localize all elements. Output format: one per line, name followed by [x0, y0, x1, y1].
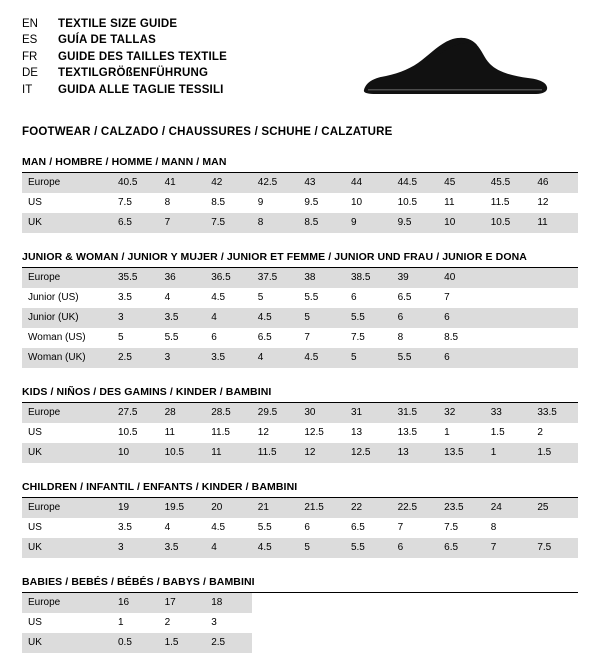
cell: 44	[345, 173, 392, 193]
language-row	[22, 49, 227, 65]
table-row	[22, 348, 578, 368]
cell	[298, 613, 345, 633]
dress-shoe-icon	[360, 32, 550, 104]
cell: 42.5	[252, 173, 299, 193]
table-row	[22, 538, 578, 558]
cell: 43	[298, 173, 345, 193]
cell: 10	[112, 443, 159, 463]
cell: 5.5	[164, 332, 179, 343]
cell	[345, 633, 392, 653]
table-row	[22, 308, 578, 328]
group-title: BABIES / BEBÉS / BÉBÉS / BABYS / BAMBINI	[22, 576, 255, 588]
cell: 6.5	[112, 213, 159, 233]
table-row	[22, 328, 578, 348]
table-row	[22, 213, 578, 233]
cell	[485, 288, 532, 308]
cell: 7	[485, 538, 532, 558]
cell: 3	[112, 538, 159, 558]
language-title-list	[22, 16, 227, 98]
table-row	[22, 518, 578, 538]
cell: 6.5	[350, 522, 365, 533]
cell: 30	[298, 403, 345, 423]
cell: 8	[252, 213, 299, 233]
cell: 41	[159, 173, 206, 193]
language-title: TEXTILE SIZE GUIDE	[58, 18, 178, 30]
cell: 6	[304, 522, 310, 533]
row-label: Woman (US)	[28, 332, 86, 343]
group-title: CHILDREN / INFANTIL / ENFANTS / KINDER / BAMBINI	[22, 481, 298, 493]
cell	[531, 328, 578, 348]
group-kids	[22, 386, 578, 463]
cell: 21.5	[298, 498, 345, 518]
cell: 36.5	[205, 268, 252, 288]
cell	[531, 288, 578, 308]
cell: 5.5	[345, 538, 392, 558]
cell: 9.5	[304, 197, 319, 208]
cell: 3	[159, 348, 206, 368]
row-label: UK	[22, 633, 112, 653]
cell: 8	[490, 522, 497, 533]
language-row	[22, 82, 227, 98]
cell: 17	[159, 593, 206, 613]
cell	[252, 633, 299, 653]
cell: 22	[345, 498, 392, 518]
group-title: MAN / HOMBRE / HOMME / MANN / MAN	[22, 156, 227, 168]
cell: 7.5	[350, 332, 365, 343]
group-title: JUNIOR & WOMAN / JUNIOR Y MUJER / JUNIOR ET FEMME / JUNIOR UND FRAU / JUNIOR E DONA	[22, 251, 527, 263]
size-table-man	[22, 173, 578, 233]
cell: 9.5	[392, 213, 439, 233]
cell: 1.5	[531, 443, 578, 463]
cell: 5	[257, 292, 264, 303]
cell: 8.5	[298, 213, 345, 233]
cell: 8.5	[211, 197, 226, 208]
cell: 5	[118, 332, 124, 343]
cell: 6	[392, 538, 439, 558]
cell: 2	[537, 427, 543, 438]
cell: 3.5	[118, 522, 132, 533]
cell: 7.5	[205, 213, 252, 233]
cell: 6	[438, 348, 485, 368]
cell: 2.5	[205, 633, 252, 653]
cell: 4	[164, 292, 171, 303]
group-man	[22, 156, 578, 233]
cell: 6.5	[438, 538, 485, 558]
row-label: US	[28, 427, 42, 438]
size-table-babies	[22, 593, 578, 653]
cell: 5.5	[257, 522, 272, 533]
cell: 13.5	[397, 427, 418, 438]
cell: 3.5	[118, 292, 132, 303]
size-table-junior-woman	[22, 268, 578, 368]
cell: 10.5	[485, 213, 532, 233]
language-row	[22, 16, 227, 32]
cell: 10.5	[397, 197, 418, 208]
language-title: TEXTILGRÖßENFÜHRUNG	[58, 67, 209, 80]
cell: 5.5	[392, 348, 439, 368]
cell: 40	[438, 268, 485, 288]
row-label: Europe	[22, 593, 112, 613]
cell	[485, 633, 532, 653]
row-label: UK	[22, 443, 112, 463]
cell: 4.5	[211, 292, 226, 303]
cell: 6	[438, 308, 485, 328]
cell: 11	[531, 213, 578, 233]
cell: 29.5	[252, 403, 299, 423]
cell	[531, 308, 578, 328]
cell: 4.5	[252, 308, 299, 328]
row-label: US	[28, 522, 42, 533]
language-code: EN	[22, 18, 38, 30]
cell	[485, 328, 532, 348]
cell: 10	[438, 213, 485, 233]
row-label: Europe	[22, 173, 112, 193]
cell: 1.5	[159, 633, 206, 653]
cell	[531, 518, 578, 538]
cell: 6	[350, 292, 357, 303]
cell: 27.5	[112, 403, 159, 423]
cell: 5	[298, 308, 345, 328]
cell	[531, 593, 578, 613]
cell: 10.5	[159, 443, 206, 463]
cell	[345, 613, 392, 633]
cell: 3	[211, 617, 217, 628]
language-code: DE	[22, 67, 38, 80]
cell: 20	[205, 498, 252, 518]
cell: 8.5	[444, 332, 459, 343]
cell: 45	[438, 173, 485, 193]
language-code: FR	[22, 50, 38, 63]
cell: 37.5	[252, 268, 299, 288]
cell: 24	[485, 498, 532, 518]
cell: 0.5	[112, 633, 159, 653]
cell: 28	[159, 403, 206, 423]
cell	[531, 633, 578, 653]
table-row	[22, 268, 578, 288]
row-label: Junior (UK)	[22, 308, 112, 328]
cell: 31	[345, 403, 392, 423]
cell: 13	[350, 427, 363, 438]
cell: 6.5	[257, 332, 272, 343]
group-title: KIDS / NIÑOS / DES GAMINS / KINDER / BAMBINI	[22, 386, 272, 398]
cell	[345, 593, 392, 613]
cell: 7.5	[531, 538, 578, 558]
cell: 11.5	[490, 197, 510, 208]
cell	[298, 593, 345, 613]
row-label: Europe	[22, 268, 112, 288]
cell: 44.5	[392, 173, 439, 193]
cell	[485, 348, 532, 368]
cell: 6	[211, 332, 217, 343]
cell	[298, 633, 345, 653]
cell: 4.5	[211, 522, 226, 533]
language-title: GUÍA DE TALLAS	[58, 34, 156, 47]
cell: 11	[444, 197, 455, 208]
cell: 33.5	[531, 403, 578, 423]
cell: 7	[397, 522, 404, 533]
cell: 11	[205, 443, 252, 463]
cell: 11	[164, 427, 175, 438]
cell: 8	[397, 332, 404, 343]
document-header	[22, 16, 578, 108]
cell: 45.5	[485, 173, 532, 193]
cell: 6.5	[397, 292, 412, 303]
language-code: ES	[22, 34, 38, 47]
cell: 23.5	[438, 498, 485, 518]
cell: 12	[257, 427, 269, 438]
cell	[438, 613, 485, 633]
cell: 11.5	[211, 427, 230, 438]
footwear-section-title: FOOTWEAR / CALZADO / CHAUSSURES / SCHUHE / CALZATURE	[22, 126, 393, 138]
cell: 5.5	[345, 308, 392, 328]
cell: 40.5	[112, 173, 159, 193]
cell	[531, 613, 578, 633]
cell: 12	[298, 443, 345, 463]
cell	[438, 593, 485, 613]
cell: 3.5	[159, 308, 206, 328]
cell: 4	[205, 308, 252, 328]
cell: 4	[205, 538, 252, 558]
cell: 3	[112, 308, 159, 328]
group-junior-woman	[22, 251, 578, 368]
cell: 33	[485, 403, 532, 423]
cell: 11.5	[252, 443, 299, 463]
size-table-children	[22, 498, 578, 558]
cell: 4.5	[298, 348, 345, 368]
cell: 12.5	[304, 427, 324, 438]
cell: 19	[112, 498, 159, 518]
cell: 2	[164, 617, 171, 628]
row-label: US	[28, 617, 42, 628]
table-row	[22, 193, 578, 213]
cell: 7.5	[118, 197, 132, 208]
cell: 4	[252, 348, 299, 368]
cell: 21	[252, 498, 299, 518]
cell	[252, 593, 299, 613]
cell: 5.5	[304, 292, 319, 303]
cell: 46	[531, 173, 578, 193]
table-row	[22, 423, 578, 443]
cell: 1	[444, 427, 450, 438]
cell	[392, 593, 439, 613]
table-row	[22, 498, 578, 518]
cell	[485, 613, 532, 633]
cell: 25	[531, 498, 578, 518]
row-label: UK	[22, 213, 112, 233]
cell: 5	[298, 538, 345, 558]
cell: 5	[345, 348, 392, 368]
cell: 2.5	[112, 348, 159, 368]
cell: 19.5	[159, 498, 206, 518]
cell: 3.5	[205, 348, 252, 368]
table-row	[22, 593, 578, 613]
language-code: IT	[22, 83, 33, 96]
cell: 16	[112, 593, 159, 613]
cell: 7	[304, 332, 310, 343]
cell	[252, 613, 299, 633]
cell: 1.5	[490, 427, 505, 438]
cell: 7.5	[444, 522, 459, 533]
cell: 38.5	[345, 268, 392, 288]
table-row	[22, 288, 578, 308]
cell: 28.5	[205, 403, 252, 423]
cell: 42	[205, 173, 252, 193]
row-label: US	[28, 197, 42, 208]
cell: 10	[350, 197, 363, 208]
cell: 4.5	[252, 538, 299, 558]
cell	[531, 348, 578, 368]
row-label: Europe	[22, 403, 112, 423]
cell: 7	[444, 292, 450, 303]
language-row	[22, 32, 227, 48]
cell: 9	[345, 213, 392, 233]
cell: 6	[392, 308, 439, 328]
cell	[485, 268, 532, 288]
language-title: GUIDE DES TAILLES TEXTILE	[58, 50, 227, 63]
cell: 1	[118, 617, 124, 628]
cell: 22.5	[392, 498, 439, 518]
cell: 13	[392, 443, 439, 463]
cell: 38	[298, 268, 345, 288]
table-row	[22, 443, 578, 463]
row-label: Woman (UK)	[22, 348, 112, 368]
cell: 4	[164, 522, 171, 533]
table-row	[22, 173, 578, 193]
cell: 1	[485, 443, 532, 463]
cell: 3.5	[159, 538, 206, 558]
cell: 39	[392, 268, 439, 288]
table-row	[22, 613, 578, 633]
cell: 7	[159, 213, 206, 233]
group-children	[22, 481, 578, 558]
language-row	[22, 65, 227, 81]
cell: 31.5	[392, 403, 439, 423]
cell: 32	[438, 403, 485, 423]
cell: 12	[537, 197, 549, 208]
cell: 36	[159, 268, 206, 288]
row-label: UK	[22, 538, 112, 558]
language-title: GUIDA ALLE TAGLIE TESSILI	[58, 83, 224, 96]
cell	[438, 633, 485, 653]
cell	[392, 633, 439, 653]
cell: 13.5	[438, 443, 485, 463]
row-label: Europe	[22, 498, 112, 518]
cell: 10.5	[118, 427, 138, 438]
group-babies	[22, 576, 578, 653]
cell	[485, 593, 532, 613]
table-row	[22, 633, 578, 653]
cell: 35.5	[112, 268, 159, 288]
row-label: Junior (US)	[28, 292, 79, 303]
cell: 8	[164, 197, 171, 208]
size-table-kids	[22, 403, 578, 463]
cell: 18	[205, 593, 252, 613]
cell	[392, 613, 439, 633]
cell: 12.5	[345, 443, 392, 463]
cell: 9	[257, 197, 264, 208]
cell	[531, 268, 578, 288]
table-row	[22, 403, 578, 423]
cell	[485, 308, 532, 328]
